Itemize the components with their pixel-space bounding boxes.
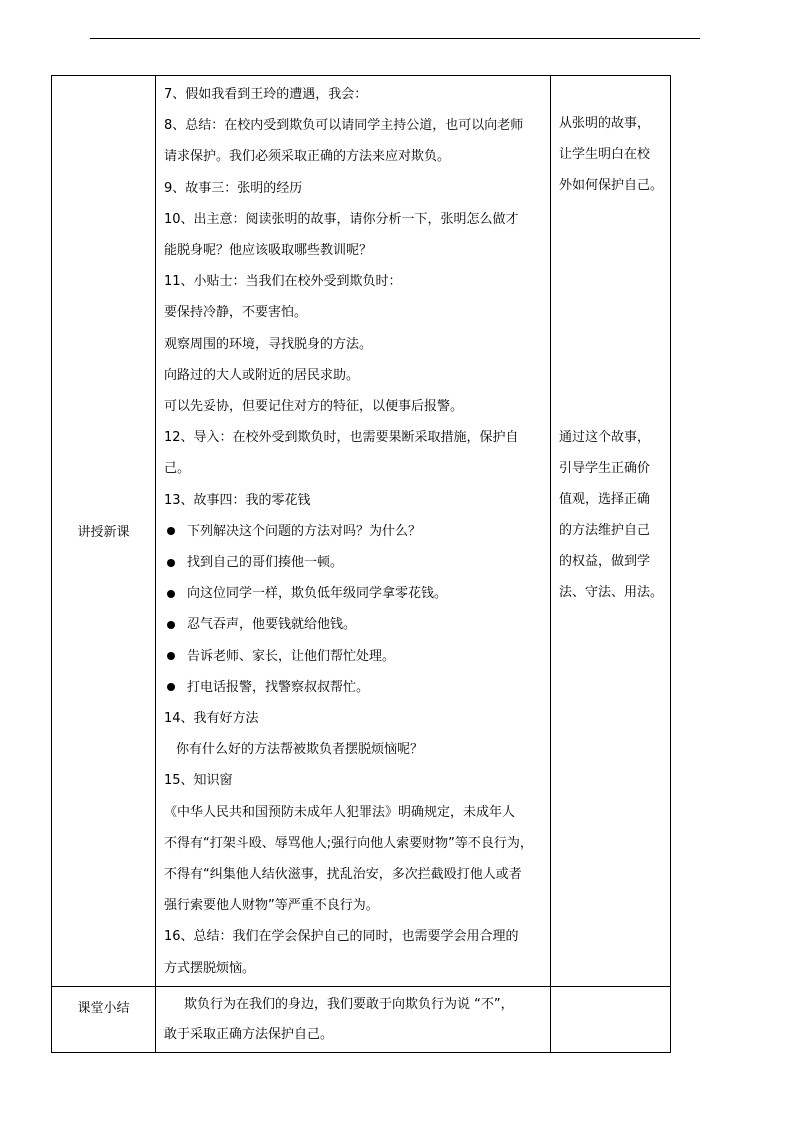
content-line: 7、假如我看到王玲的遭遇，我会： xyxy=(164,87,368,102)
bullet-dot-icon xyxy=(167,683,175,691)
bullet-item xyxy=(164,578,544,609)
header-rule xyxy=(90,38,700,39)
bullet-dot-icon xyxy=(167,621,175,629)
content-line: 不得有“打架斗殴、辱骂他人;强行向他人索要财物”等不良行为， xyxy=(164,835,533,851)
bullet-text: 下列解决这个问题的方法对吗？为什么？ xyxy=(187,523,422,539)
bullet-text: 告诉老师、家长，让他们帮忙处理。 xyxy=(187,648,396,664)
remark-line: 值观，选择正确 xyxy=(559,492,651,507)
remark-line: 的方法维护自己 xyxy=(559,523,651,538)
summary-line: 敢于采取正确方法保护自己。 xyxy=(164,1026,334,1042)
content-line: 请求保护。我们必须采取正确的方法来应对欺负。 xyxy=(164,149,451,165)
remark-line: 通过这个故事， xyxy=(559,430,651,445)
content-line: 要保持冷静，不要害怕。 xyxy=(164,305,308,321)
remark-block-story4 xyxy=(559,422,666,608)
remark-line: 法、守法、用法。 xyxy=(559,585,664,600)
lesson-plan-table xyxy=(51,75,671,1053)
content-line: 16、总结：我们在学会保护自己的同时，也需要学会用合理的 xyxy=(164,929,519,945)
bullet-text: 打电话报警，找警察叔叔帮忙。 xyxy=(187,679,370,695)
content-line: 13、故事四：我的零花钱 xyxy=(164,492,311,508)
content-line: 向路过的大人或附近的居民求助。 xyxy=(164,367,360,383)
bullet-item xyxy=(164,641,544,672)
section-label: 讲授新课 xyxy=(52,76,156,987)
content-line: 方式摆脱烦恼。 xyxy=(164,960,256,976)
remark-line: 让学生明白在校 xyxy=(559,147,651,162)
content-line: 《中华人民共和国预防未成年人犯罪法》明确规定，未成年人 xyxy=(164,804,516,820)
bullet-dot-icon xyxy=(167,559,175,567)
summary-remark-cell xyxy=(551,986,671,1052)
content-line: 你有什么好的方法帮被欺负者摆脱烦恼呢？ xyxy=(176,742,424,758)
summary-row xyxy=(52,986,671,1052)
design-intent-cell xyxy=(551,76,671,987)
summary-content xyxy=(156,986,551,1052)
remark-block-story3 xyxy=(559,108,666,201)
bullet-item xyxy=(164,516,544,547)
bullet-item xyxy=(164,547,544,578)
content-line: 14、我有好方法 xyxy=(164,711,259,727)
bullet-item xyxy=(164,672,544,703)
bullet-text: 找到自己的哥们揍他一顿。 xyxy=(187,555,344,571)
bullet-item xyxy=(164,609,544,640)
summary-label: 课堂小结 xyxy=(52,986,156,1052)
bullet-text: 忍气吞声，他要钱就给他钱。 xyxy=(187,617,357,633)
content-line: 己。 xyxy=(164,461,191,477)
content-line: 15、知识窗 xyxy=(164,773,233,789)
content-line: 10、出主意：阅读张明的故事，请你分析一下，张明怎么做才 xyxy=(164,211,519,227)
content-line: 不得有“纠集他人结伙滋事，扰乱治安，多次拦截殴打他人或者 xyxy=(164,867,522,883)
remark-line: 外如何保护自己。 xyxy=(559,178,664,193)
bullet-text: 向这位同学一样，欺负低年级同学拿零花钱。 xyxy=(187,586,448,602)
content-line: 强行索要他人财物”等严重不良行为。 xyxy=(164,898,379,914)
content-line: 9、故事三：张明的经历 xyxy=(164,180,303,196)
content-line: 可以先妥协，但要记住对方的特征，以便事后报警。 xyxy=(164,399,464,415)
bullet-dot-icon xyxy=(167,590,175,598)
content-line: 观察周围的环境，寻找脱身的方法。 xyxy=(164,336,373,352)
bullet-dot-icon xyxy=(167,527,175,535)
content-line: 8、总结：在校内受到欺负可以请同学主持公道，也可以向老师 xyxy=(164,118,524,134)
content-line: 能脱身呢？他应该吸取哪些教训呢？ xyxy=(164,243,373,259)
bullet-dot-icon xyxy=(167,652,175,660)
remark-line: 引导学生正确价 xyxy=(559,461,651,476)
content-line: 11、小贴士：当我们在校外受到欺负时： xyxy=(164,274,402,290)
content-line: 12、导入：在校外受到欺负时，也需要果断采取措施，保护自 xyxy=(164,430,519,446)
summary-line: 欺负行为在我们的身边，我们要敢于向欺负行为说 “不”， xyxy=(184,996,514,1012)
remark-line: 从张明的故事， xyxy=(559,116,651,131)
teaching-content xyxy=(156,76,551,987)
teaching-row xyxy=(52,76,671,987)
remark-line: 的权益，做到学 xyxy=(559,554,651,569)
